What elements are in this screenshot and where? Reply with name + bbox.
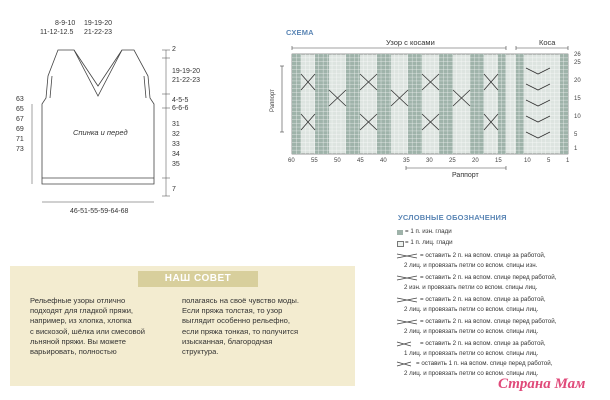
advice-line: варьировать, полностью [30,347,117,357]
x-tick-2: 50 [334,158,341,164]
advice-line: льняной пряжи. Вы можете [30,336,127,346]
advice-line: Рельефные узоры отлично [30,296,126,305]
neck-width-label-1: 8-9-10 [55,20,76,27]
repeat-label-vertical: Раппорт [270,89,276,112]
y-tick-6: 1 [574,146,578,152]
legend-title: УСЛОВНЫЕ ОБОЗНАЧЕНИЯ [398,213,507,222]
legend-item-10: = оставить 2 п. на вспом. спице за работой, [420,340,546,347]
y-tick-1: 25 [574,60,581,66]
legend-item-9: 2 лиц. и провязать петли со вспом. спицы лиц. [404,328,539,335]
x-tick-12: 1 [566,158,570,164]
x-tick-7: 25 [449,158,456,164]
cable-label: Коса [539,38,556,47]
x-tick-3: 45 [357,158,364,164]
legend-item-4: = оставить 2 п. на вспом. спице перед работой, [420,274,557,281]
advice-line: выглядит особенно рельефно, [182,316,291,326]
dim-left-2: 67 [16,116,24,123]
dim-right-6: 32 [172,131,180,138]
garment-outline [18,36,188,216]
x-tick-5: 35 [403,158,410,164]
x-tick-6: 30 [426,158,433,164]
dim-left-1: 65 [16,106,24,113]
advice-line: например, из хлопка, хлопка [30,316,132,326]
legend-item-13: 2 лиц. и провязать петли со вспом. спицы лиц. [404,370,539,377]
dim-right-3: 4-5-5 [172,97,189,104]
legend-item-11: 1 лиц. и провязать петли со вспом. спицы лиц. [404,350,539,357]
advice-line: с вискозой, шёлка или смесовой [30,326,145,336]
legend-item-1: = 1 п. лиц. глади [405,239,453,246]
knit-swatch-icon [397,241,404,247]
legend-item-0: = 1 п. изн. глади [405,228,452,235]
dim-left-5: 73 [16,146,24,153]
advice-box [10,266,355,386]
neck-width-label-2: 11-12-12.5 [40,29,74,36]
x-tick-11: 5 [547,158,551,164]
x-tick-9: 15 [495,158,502,164]
legend-item-8: = оставить 2 п. на вспом. спице перед работой, [420,318,557,325]
advice-line: изысканная, благородная [182,336,273,346]
dim-right-2: 21-22-23 [172,77,201,84]
advice-line: полагаясь на своё чувство моды. [182,296,299,305]
piece-label: Спинка и перед [73,128,128,137]
legend-item-5: 2 изн. и провязать петли со вспом. спицы лиц. [404,284,538,291]
dim-right-4: 6-6-6 [172,105,189,112]
x-tick-1: 55 [311,158,318,164]
advice-column-1 [30,296,145,357]
dim-left-0: 63 [16,96,24,103]
dim-right-7: 33 [172,141,180,148]
advice-line: подходят для гладкой пряжи, [30,306,134,316]
advice-line: структура. [182,347,219,357]
shoulder-label-1: 19-19-20 [84,20,113,27]
dim-right-8: 34 [172,151,180,158]
chart-title: СХЕМА [286,28,314,37]
advice-line: если пряжа тонкая, то получится [182,326,299,336]
x-tick-8: 20 [472,158,479,164]
y-tick-0: 26 [574,52,581,58]
dim-right-1: 19-19-20 [172,68,201,75]
dim-left-4: 71 [16,136,24,143]
width-label: 46-51-55-59-64-68 [70,208,129,215]
y-tick-3: 15 [574,96,581,102]
advice-title: НАШ СОВЕТ [138,271,258,287]
dim-right-5: 31 [172,121,180,128]
legend-item-2: = оставить 2 п. на вспом. спице за работой, [420,252,546,259]
dim-right-9: 35 [172,161,180,168]
y-tick-2: 20 [574,78,581,84]
dim-right-0: 2 [172,46,176,53]
purl-swatch-icon [397,230,403,235]
x-tick-10: 10 [524,158,531,164]
legend-item-6: = оставить 2 п. на вспом. спице за работой, [420,296,546,303]
advice-line: Если пряжа толстая, то узор [182,306,283,316]
legend-item-3: 2 лиц. и провязать петли со вспом. спицы изн. [404,262,538,269]
dim-right-10: 7 [172,186,176,193]
x-tick-4: 40 [380,158,387,164]
shoulder-label-2: 21-22-23 [84,29,113,36]
legend-item-12: = оставить 1 п. на вспом. спице перед работой, [416,360,553,367]
y-tick-4: 10 [574,114,581,120]
advice-column-2 [182,296,299,357]
y-tick-5: 5 [574,132,578,138]
pattern-label: Узор с косами [386,38,435,47]
repeat-label-bottom: Раппорт [452,172,479,179]
watermark-logo: Страна Мам [498,376,586,392]
legend-item-7: 2 лиц. и провязать петли со вспом. спицы лиц. [404,306,539,313]
x-tick-0: 60 [288,158,295,164]
dim-left-3: 69 [16,126,24,133]
